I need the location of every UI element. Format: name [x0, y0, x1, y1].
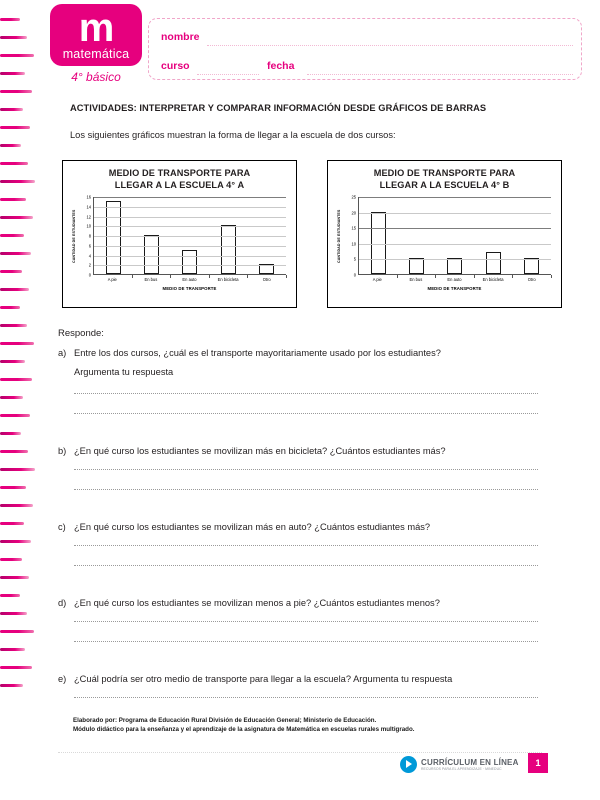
y-tick-label: 25: [351, 194, 356, 200]
gridline: [94, 207, 286, 208]
y-tick-label: 5: [353, 256, 356, 262]
question-letter: b): [58, 446, 67, 456]
nombre-label: nombre: [161, 31, 200, 43]
chart-4a-yticks: [79, 194, 92, 278]
answer-line[interactable]: [74, 621, 538, 622]
x-category-label: En bus: [409, 277, 423, 282]
chart-4b-categories: [358, 277, 551, 282]
x-category-label: Otro: [262, 277, 271, 282]
question-letter: c): [58, 522, 66, 532]
question-text: ¿Cuál podría ser otro medio de transporte para llegar a la escuela? Argumenta tu respuesta: [74, 674, 453, 684]
spiral-ring: [0, 90, 32, 93]
answer-line[interactable]: [74, 545, 538, 546]
bar-a-pie: [371, 212, 386, 274]
gridline: [359, 259, 551, 260]
question-letter: d): [58, 598, 67, 608]
grade-label: 4° básico: [71, 70, 121, 84]
bar-a-pie: [106, 201, 121, 274]
chart-4b-xlabel: MEDIO DE TRANSPORTE: [427, 286, 482, 291]
spiral-ring: [0, 522, 24, 525]
chart-4a-xlabel: MEDIO DE TRANSPORTE: [162, 286, 217, 291]
fecha-input[interactable]: [307, 74, 573, 75]
question-c: [58, 522, 558, 532]
y-tick-label: 2: [88, 262, 91, 268]
answer-line[interactable]: [74, 697, 538, 698]
gridline: [359, 197, 551, 198]
fecha-label: fecha: [267, 60, 295, 72]
footer-divider: [58, 752, 542, 753]
spiral-ring: [0, 360, 25, 363]
spiral-ring: [0, 306, 20, 309]
spiral-ring: [0, 378, 32, 381]
curriculum-en-linea-logo: [400, 756, 519, 773]
answer-line[interactable]: [74, 565, 538, 566]
spiral-ring: [0, 450, 28, 453]
spiral-ring: [0, 126, 30, 129]
spiral-ring: [0, 252, 31, 255]
question-text: ¿En qué curso los estudiantes se movilizan más en bicicleta? ¿Cuántos estudiantes más?: [74, 446, 446, 456]
y-tick-label: 20: [351, 210, 356, 216]
spiral-ring: [0, 504, 33, 507]
spiral-ring: [0, 270, 22, 273]
spiral-ring: [0, 468, 35, 471]
spiral-ring: [0, 666, 32, 669]
gridline: [359, 213, 551, 214]
chart-4b-ylabel: CANTIDAD DE ESTUDIANTES: [337, 209, 341, 263]
bar-en-bus: [409, 258, 424, 274]
answer-line[interactable]: [74, 413, 538, 414]
question-letter: a): [58, 348, 67, 358]
question-text-continued: Argumenta tu respuesta: [74, 367, 174, 377]
spiral-ring: [0, 540, 31, 543]
spiral-ring: [0, 288, 29, 291]
gridline: [94, 226, 286, 227]
question-a: [58, 348, 558, 377]
x-category-label: En auto: [447, 277, 462, 282]
chart-4b-bars: [359, 197, 551, 274]
spiral-ring: [0, 216, 33, 219]
gridline: [94, 256, 286, 257]
question-b: [58, 446, 558, 456]
spiral-ring: [0, 162, 28, 165]
y-tick-label: 0: [88, 272, 91, 278]
question-text: Entre los dos cursos, ¿cuál es el transporte mayoritariamente usado por los estudiantes?: [74, 348, 441, 358]
spiral-ring: [0, 576, 29, 579]
responde-label: Responde:: [58, 328, 104, 339]
chart-4a: [62, 160, 297, 308]
spiral-ring: [0, 180, 35, 183]
spiral-ring: [0, 108, 23, 111]
spiral-ring: [0, 630, 34, 633]
logo-wordmark: matemática: [62, 47, 130, 61]
chart-4a-title: MEDIO DE TRANSPORTE PARA LLEGAR A LA ESCUELA 4° A: [108, 168, 251, 190]
question-d: [58, 598, 558, 608]
spiral-ring: [0, 36, 27, 39]
spiral-ring: [0, 594, 20, 597]
curso-input[interactable]: [197, 74, 259, 75]
student-info-box: [148, 18, 582, 80]
chart-4b-plot: [358, 197, 551, 275]
bar-en-auto: [182, 250, 197, 274]
x-category-label: A pie: [107, 277, 117, 282]
y-tick-label: 8: [88, 233, 91, 239]
bar-en-bicicleta: [486, 252, 501, 274]
question-text: ¿En qué curso los estudiantes se movilizan menos a pie? ¿Cuántos estudiantes menos?: [74, 598, 440, 608]
brand-logo: [46, 4, 146, 84]
question-text: ¿En qué curso los estudiantes se movilizan más en auto? ¿Cuántos estudiantes más?: [74, 522, 431, 532]
y-tick-label: 15: [351, 225, 356, 231]
answer-line[interactable]: [74, 393, 538, 394]
curriculum-logo-text: CURRÍCULUM EN LÍNEA: [421, 757, 519, 767]
gridline: [94, 265, 286, 266]
y-tick-label: 10: [351, 241, 356, 247]
y-tick-label: 12: [86, 214, 91, 219]
spiral-ring: [0, 414, 30, 417]
spiral-ring: [0, 324, 27, 327]
x-tick: [286, 275, 287, 278]
answer-line[interactable]: [74, 469, 538, 470]
spiral-ring: [0, 72, 25, 75]
y-tick-label: 0: [353, 272, 356, 278]
y-tick-label: 16: [86, 194, 91, 200]
answer-line[interactable]: [74, 641, 538, 642]
y-tick-label: 4: [88, 253, 91, 258]
spiral-ring: [0, 648, 25, 651]
y-tick-label: 6: [88, 243, 91, 249]
spiral-ring: [0, 684, 23, 687]
spiral-ring: [0, 144, 21, 147]
x-category-label: En bicicleta: [217, 277, 239, 282]
chart-4b-yticks: [344, 194, 357, 278]
spiral-ring: [0, 432, 21, 435]
curso-label: curso: [161, 60, 190, 72]
footer-credits: Elaborado por: Programa de Educación Rural División de Educación General; Ministerio de Educación. Módulo didáctico para la enseñanza y el aprendizaje de la asignatura de Matemática en escuelas rurales multigrado.: [73, 717, 415, 733]
gridline: [359, 228, 551, 229]
gridline: [94, 246, 286, 247]
chart-4b: [327, 160, 562, 308]
bar-en-bicicleta: [221, 225, 236, 274]
spiral-ring: [0, 396, 23, 399]
activity-title: ACTIVIDADES: INTERPRETAR Y COMPARAR INFORMACIÓN DESDE GRÁFICOS DE BARRAS: [70, 103, 487, 113]
play-arrow-icon: [400, 756, 417, 773]
logo-badge: [50, 4, 142, 66]
x-category-label: En bus: [144, 277, 158, 282]
x-tick: [551, 275, 552, 278]
gridline: [94, 236, 286, 237]
chart-4b-title: MEDIO DE TRANSPORTE PARA LLEGAR A LA ESCUELA 4° B: [373, 168, 516, 190]
y-tick-label: 14: [86, 204, 91, 210]
gridline: [359, 244, 551, 245]
gridline: [94, 197, 286, 198]
bar-en-auto: [447, 258, 462, 274]
answer-line[interactable]: [74, 489, 538, 490]
gridline: [94, 217, 286, 218]
question-e: [58, 674, 558, 684]
spiral-ring: [0, 342, 34, 345]
x-category-label: En bicicleta: [482, 277, 504, 282]
nombre-input[interactable]: [207, 45, 573, 46]
chart-4a-categories: [93, 277, 286, 282]
activity-intro: Los siguientes gráficos muestran la forma de llegar a la escuela de dos cursos:: [70, 130, 396, 140]
y-tick-label: 10: [86, 223, 91, 229]
spiral-ring: [0, 612, 27, 615]
spiral-ring: [0, 486, 26, 489]
spiral-ring: [0, 234, 24, 237]
bar-otro: [524, 258, 539, 274]
x-category-label: A pie: [372, 277, 382, 282]
page-number-badge: 1: [528, 753, 548, 773]
chart-4a-ylabel: CANTIDAD DE ESTUDIANTES: [72, 209, 76, 263]
spiral-binding: [0, 18, 42, 708]
spiral-ring: [0, 558, 22, 561]
x-category-label: Otro: [527, 277, 536, 282]
curriculum-logo-subtext: RECURSOS PARA EL APRENDIZAJE · MINEDUC: [421, 767, 502, 772]
x-category-label: En auto: [182, 277, 197, 282]
spiral-ring: [0, 54, 34, 57]
spiral-ring: [0, 18, 20, 21]
logo-letter: m: [78, 6, 114, 50]
bar-en-bus: [144, 235, 159, 274]
spiral-ring: [0, 198, 26, 201]
chart-4a-plot: [93, 197, 286, 275]
question-letter: e): [58, 674, 67, 684]
